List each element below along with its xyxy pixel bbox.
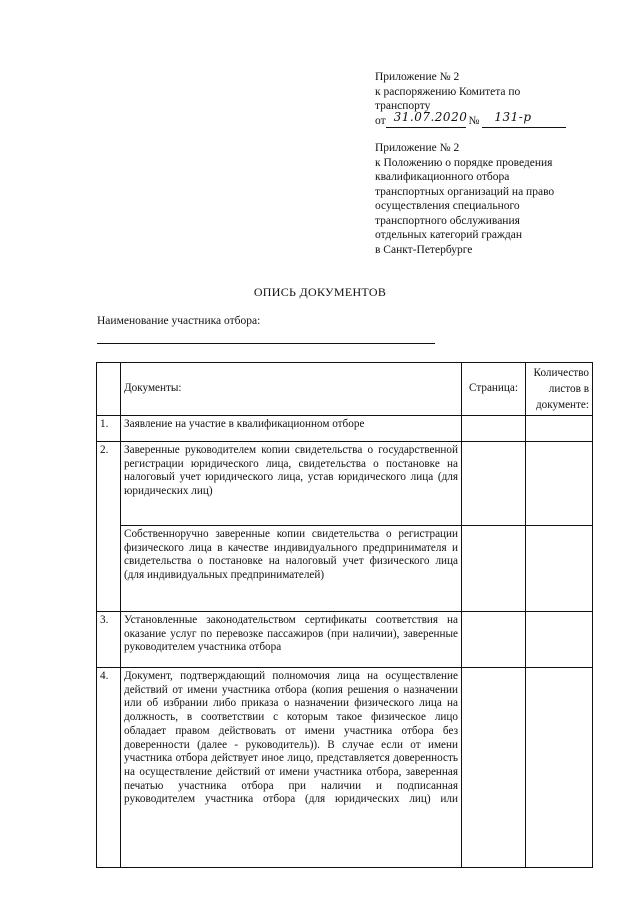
row-page-cell — [462, 668, 526, 868]
row-number: 4. — [97, 668, 121, 868]
row-sheets-cell — [526, 668, 593, 868]
table-row — [97, 416, 593, 442]
appendix-header — [375, 70, 625, 128]
table-row — [97, 442, 593, 526]
row-sheets-cell — [526, 416, 593, 442]
regulation-line-2: к Положению о порядке проведения — [375, 156, 553, 169]
regulation-line-7: отдельных категорий граждан — [375, 229, 523, 241]
row-document-text: Заявление на участие в квалификационном отборе — [121, 416, 462, 442]
number-prefix: № — [468, 114, 480, 127]
appendix-date-number-line — [375, 110, 625, 129]
regulation-line-3: квалификационного отбора — [375, 171, 510, 183]
row-number: 1. — [97, 416, 121, 442]
row-number: 3. — [97, 612, 121, 668]
row-document-text: Заверенные руководителем копии свидетельства о государственной регистрации юридического лица, свидетельства о постановке на налоговый учет юридического лица, устав юридического лица (для юридических лиц) — [121, 442, 462, 526]
table-header-row — [97, 363, 593, 416]
page-title: ОПИСЬ ДОКУМЕНТОВ — [253, 285, 387, 299]
regulation-line-4: транспортных организаций на право — [375, 185, 555, 198]
number-handwritten: 131-р — [494, 110, 532, 124]
date-prefix: от — [375, 114, 386, 127]
appendix-order-line: к распоряжению Комитета по — [375, 85, 521, 98]
regulation-title: Приложение № 2 — [375, 142, 460, 154]
row-page-cell — [462, 416, 526, 442]
row-document-text: Собственноручно заверенные копии свидетельства о регистрации физического лица в качестве индивидуального предпринимателя и свидетельства о постановке на налоговый учет физического лица (для индивидуальных предпринимателей) — [121, 526, 462, 612]
header-page: Страница: — [462, 363, 526, 416]
row-sheets-cell — [526, 612, 593, 668]
header-number-cell — [97, 363, 121, 416]
date-handwritten: 31.07.2020 — [393, 110, 468, 124]
regulation-line-5: осуществления специального — [375, 200, 520, 212]
appendix-title: Приложение № 2 — [375, 71, 460, 83]
regulation-line-8: в Санкт-Петербурге — [375, 243, 473, 256]
row-document-text: Установленные законодательством сертификаты соответствия на оказание услуг по перевозке пассажиров (при наличии), заверенные руководителем участника отбора — [121, 612, 462, 668]
number-field — [482, 110, 566, 128]
participant-label: Наименование участника отбора: — [97, 315, 261, 327]
header-documents: Документы: — [121, 363, 462, 416]
appendix-committee-line: транспорту — [375, 100, 431, 112]
table-row — [97, 612, 593, 668]
regulation-line-6: транспортного обслуживания — [375, 214, 520, 227]
regulation-header — [375, 141, 625, 257]
participant-name-line — [97, 343, 435, 344]
row-page-cell — [462, 442, 526, 526]
row-sheets-cell — [526, 442, 593, 526]
date-field — [386, 110, 468, 128]
row-document-text: Документ, подтверждающий полномочия лица на осуществление действий от имени участника отбора (копия решения о назначении или об избрании либо приказа о назначении физического лица на должность, в соответствии с которым такое физическое лицо обладает правом действовать от имени участника отбора без доверенности (далее - руководитель)). В случае если от имени участника отбора действует иное лицо, представляется доверенность на осуществление действий от имени участника отбора, заверенная печатью участника отбора при наличии и подписанная руководителем участника отбора (для юридических лиц) или — [121, 668, 462, 868]
row-page-cell — [462, 526, 526, 612]
table-row — [97, 668, 593, 868]
documents-table — [96, 362, 593, 868]
row-number: 2. — [97, 442, 121, 612]
header-sheets: Количество листов в документе: — [526, 363, 593, 416]
table-row — [97, 526, 593, 612]
row-page-cell — [462, 612, 526, 668]
row-sheets-cell — [526, 526, 593, 612]
